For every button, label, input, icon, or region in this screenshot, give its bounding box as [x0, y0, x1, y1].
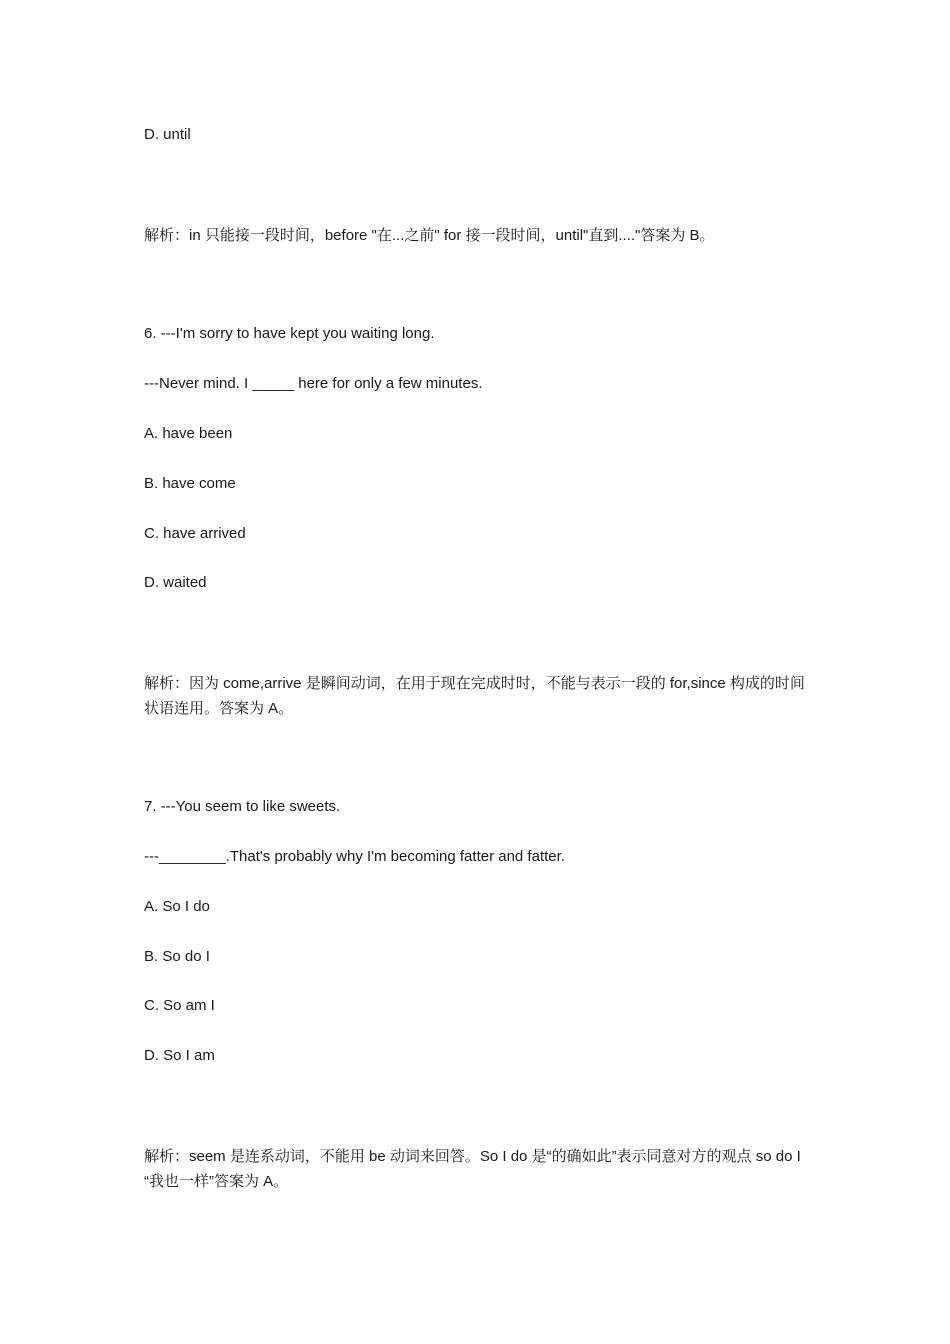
q7-analysis: 解析：seem 是连系动词，不能用 be 动词来回答。So I do 是“的确如此”表示同意对方的观点 so do I “我也一样”答案为 A。: [144, 1148, 801, 1190]
q6-option-b: B. have come: [144, 475, 236, 492]
q6-option-c: C. have arrived: [144, 525, 246, 542]
q6-option-d: D. waited: [144, 574, 207, 591]
q6-reply: ---Never mind. I _____ here for only a few minutes.: [144, 375, 483, 392]
q7-option-b: B. So do I: [144, 948, 210, 965]
q7-question: 7. ---You seem to like sweets.: [144, 798, 341, 815]
q6-question: 6. ---I'm sorry to have kept you waiting long.: [144, 325, 435, 342]
q7-option-d: D. So I am: [144, 1047, 215, 1064]
q7-option-c: C. So am I: [144, 997, 215, 1014]
q5-analysis: 解析：in 只能接一段时间，before "在...之前" for 接一段时间，until"直到...."答案为 B。: [144, 227, 715, 244]
q7-reply: ---________.That's probably why I'm becoming fatter and fatter.: [144, 848, 565, 865]
q5-option-d: D. until: [144, 126, 191, 143]
q6-analysis: 解析：因为 come,arrive 是瞬间动词，在用于现在完成时时，不能与表示一段的 for,since 构成的时间状语连用。答案为 A。: [144, 675, 805, 717]
q6-option-a: A. have been: [144, 425, 233, 442]
q7-option-a: A. So I do: [144, 898, 210, 915]
